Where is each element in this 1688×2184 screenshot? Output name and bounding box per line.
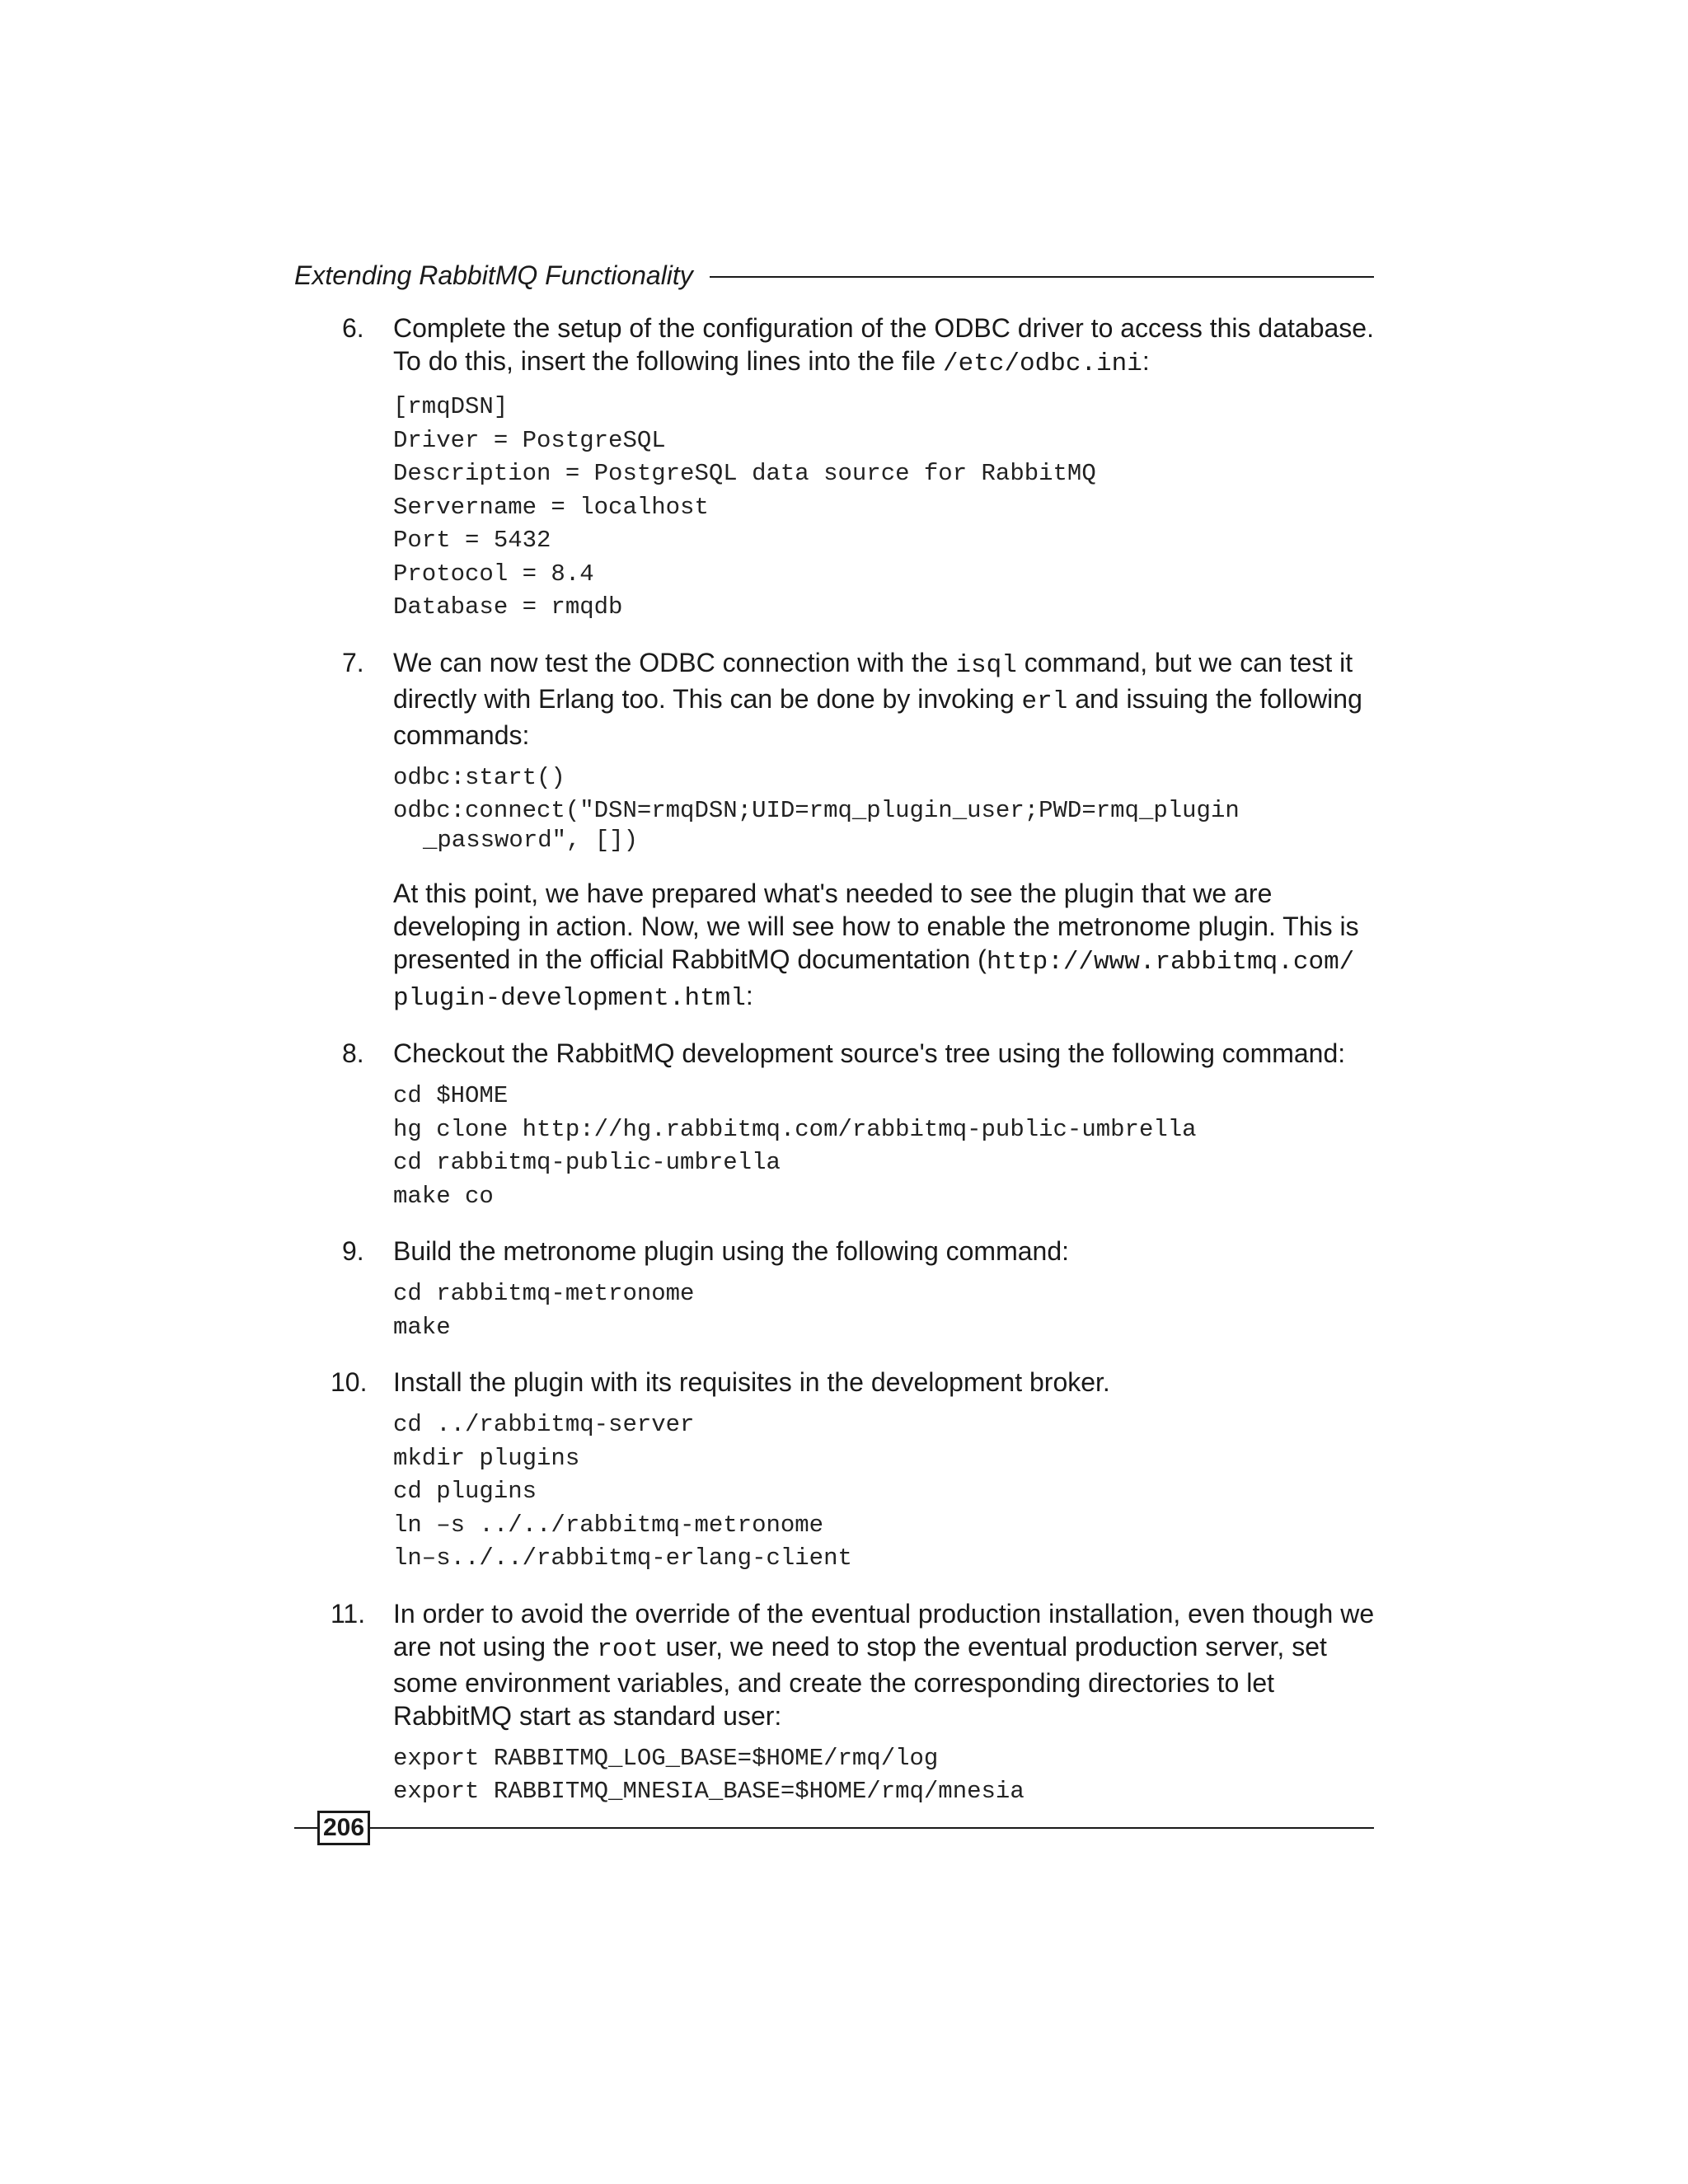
step-number: 6. [342, 313, 364, 343]
step-10 [331, 1366, 1381, 1576]
step-7 [342, 646, 1381, 1016]
code-line: mkdir plugins [393, 1444, 580, 1472]
text-span: At this point, we have prepared what's needed to see the plugin that we are developing in action. Now, we will see how to enable the metronome plugin. This is presented in the official RabbitMQ documentation ( [393, 879, 1359, 974]
inline-code: root [597, 1634, 659, 1664]
code-line: ln–s../../rabbitmq-erlang-client [393, 1544, 852, 1572]
code-line: cd rabbitmq-public-umbrella [393, 1149, 781, 1176]
code-block [393, 391, 1381, 625]
text-span: : [745, 981, 753, 1010]
text-span: In order to avoid the override of the eventual production installation, even though we are not using the [393, 1598, 1375, 1661]
step-text: Build the metronome plugin using the following command: [393, 1236, 1070, 1266]
step-text [393, 646, 1381, 752]
footer-rule [370, 1827, 1374, 1829]
step-11 [331, 1597, 1381, 1809]
step-number: 9. [342, 1236, 364, 1266]
followup-text [393, 877, 1381, 1015]
step-number: 7. [342, 647, 364, 677]
code-line: odbc:connect("DSN=rmqDSN;UID=rmq_plugin_user;PWD=rmq_plugin [393, 797, 1240, 824]
code-line: Protocol = 8.4 [393, 560, 594, 588]
text-span: : [1142, 346, 1150, 376]
code-line: Port = 5432 [393, 527, 551, 554]
text-span: We can now test the ODBC connection with the [393, 647, 956, 677]
code-line: Driver = PostgreSQL [393, 426, 666, 454]
code-line: odbc:start() [393, 763, 565, 791]
code-line: export RABBITMQ_MNESIA_BASE=$HOME/rmq/mnesia [393, 1778, 1025, 1805]
code-line: Servername = localhost [393, 493, 709, 521]
code-block [393, 1742, 1381, 1809]
inline-code: /etc/odbc.ini [943, 349, 1142, 378]
running-header [294, 257, 1374, 293]
header-rule [710, 276, 1374, 278]
code-line: Description = PostgreSQL data source for RabbitMQ [393, 460, 1096, 487]
code-line: export RABBITMQ_LOG_BASE=$HOME/rmq/log [393, 1744, 939, 1772]
page-number: 206 [317, 1811, 370, 1845]
code-line: [rmqDSN] [393, 393, 509, 420]
step-text [393, 1597, 1381, 1732]
step-8 [342, 1037, 1381, 1213]
footer-rule-left [294, 1827, 317, 1829]
text-span: user, we need to stop the eventual production server, set some environment variables, and create the corresponding directories to let RabbitMQ start as standard user: [393, 1631, 1327, 1731]
inline-code: isql [955, 650, 1017, 680]
text-span: command, but we can test it directly with Erlang too. This can be done by invoking [393, 647, 1353, 714]
code-line: make co [393, 1182, 494, 1210]
code-line: cd rabbitmq-metronome [393, 1280, 695, 1307]
page-content [331, 312, 1381, 1830]
code-line: make [393, 1313, 451, 1341]
code-line-continuation: _password", []) [423, 826, 639, 854]
code-line: ln –s ../../rabbitmq-metronome [393, 1511, 824, 1539]
step-text [393, 312, 1381, 381]
code-line: Database = rmqdb [393, 593, 623, 621]
step-9 [342, 1235, 1381, 1344]
step-number: 10. [331, 1367, 368, 1397]
step-text: Checkout the RabbitMQ development source's tree using the following command: [393, 1038, 1346, 1068]
code-block [393, 1277, 1381, 1344]
text-span: and issuing the following commands: [393, 683, 1362, 750]
chapter-title: Extending RabbitMQ Functionality [294, 260, 693, 290]
code-line: cd plugins [393, 1478, 537, 1505]
code-line: cd $HOME [393, 1082, 509, 1109]
step-6 [342, 312, 1381, 625]
step-text: Install the plugin with its requisites in the development broker. [393, 1367, 1110, 1397]
code-line: cd ../rabbitmq-server [393, 1411, 695, 1438]
code-block [393, 1080, 1381, 1213]
doc-link[interactable]: http://www.rabbitmq.com/ [986, 948, 1355, 977]
code-block [393, 762, 1381, 858]
step-number: 11. [331, 1598, 366, 1629]
inline-code: erl [1021, 687, 1068, 716]
text-span: Complete the setup of the configuration of the ODBC driver to access this database. To do this, insert the following lines into the file [393, 313, 1374, 376]
code-block [393, 1408, 1381, 1576]
page-footer [294, 1810, 1374, 1846]
doc-link-continuation[interactable]: plugin-development.html [393, 984, 746, 1013]
code-line: hg clone http://hg.rabbitmq.com/rabbitmq-public-umbrella [393, 1115, 1197, 1143]
step-number: 8. [342, 1038, 364, 1068]
